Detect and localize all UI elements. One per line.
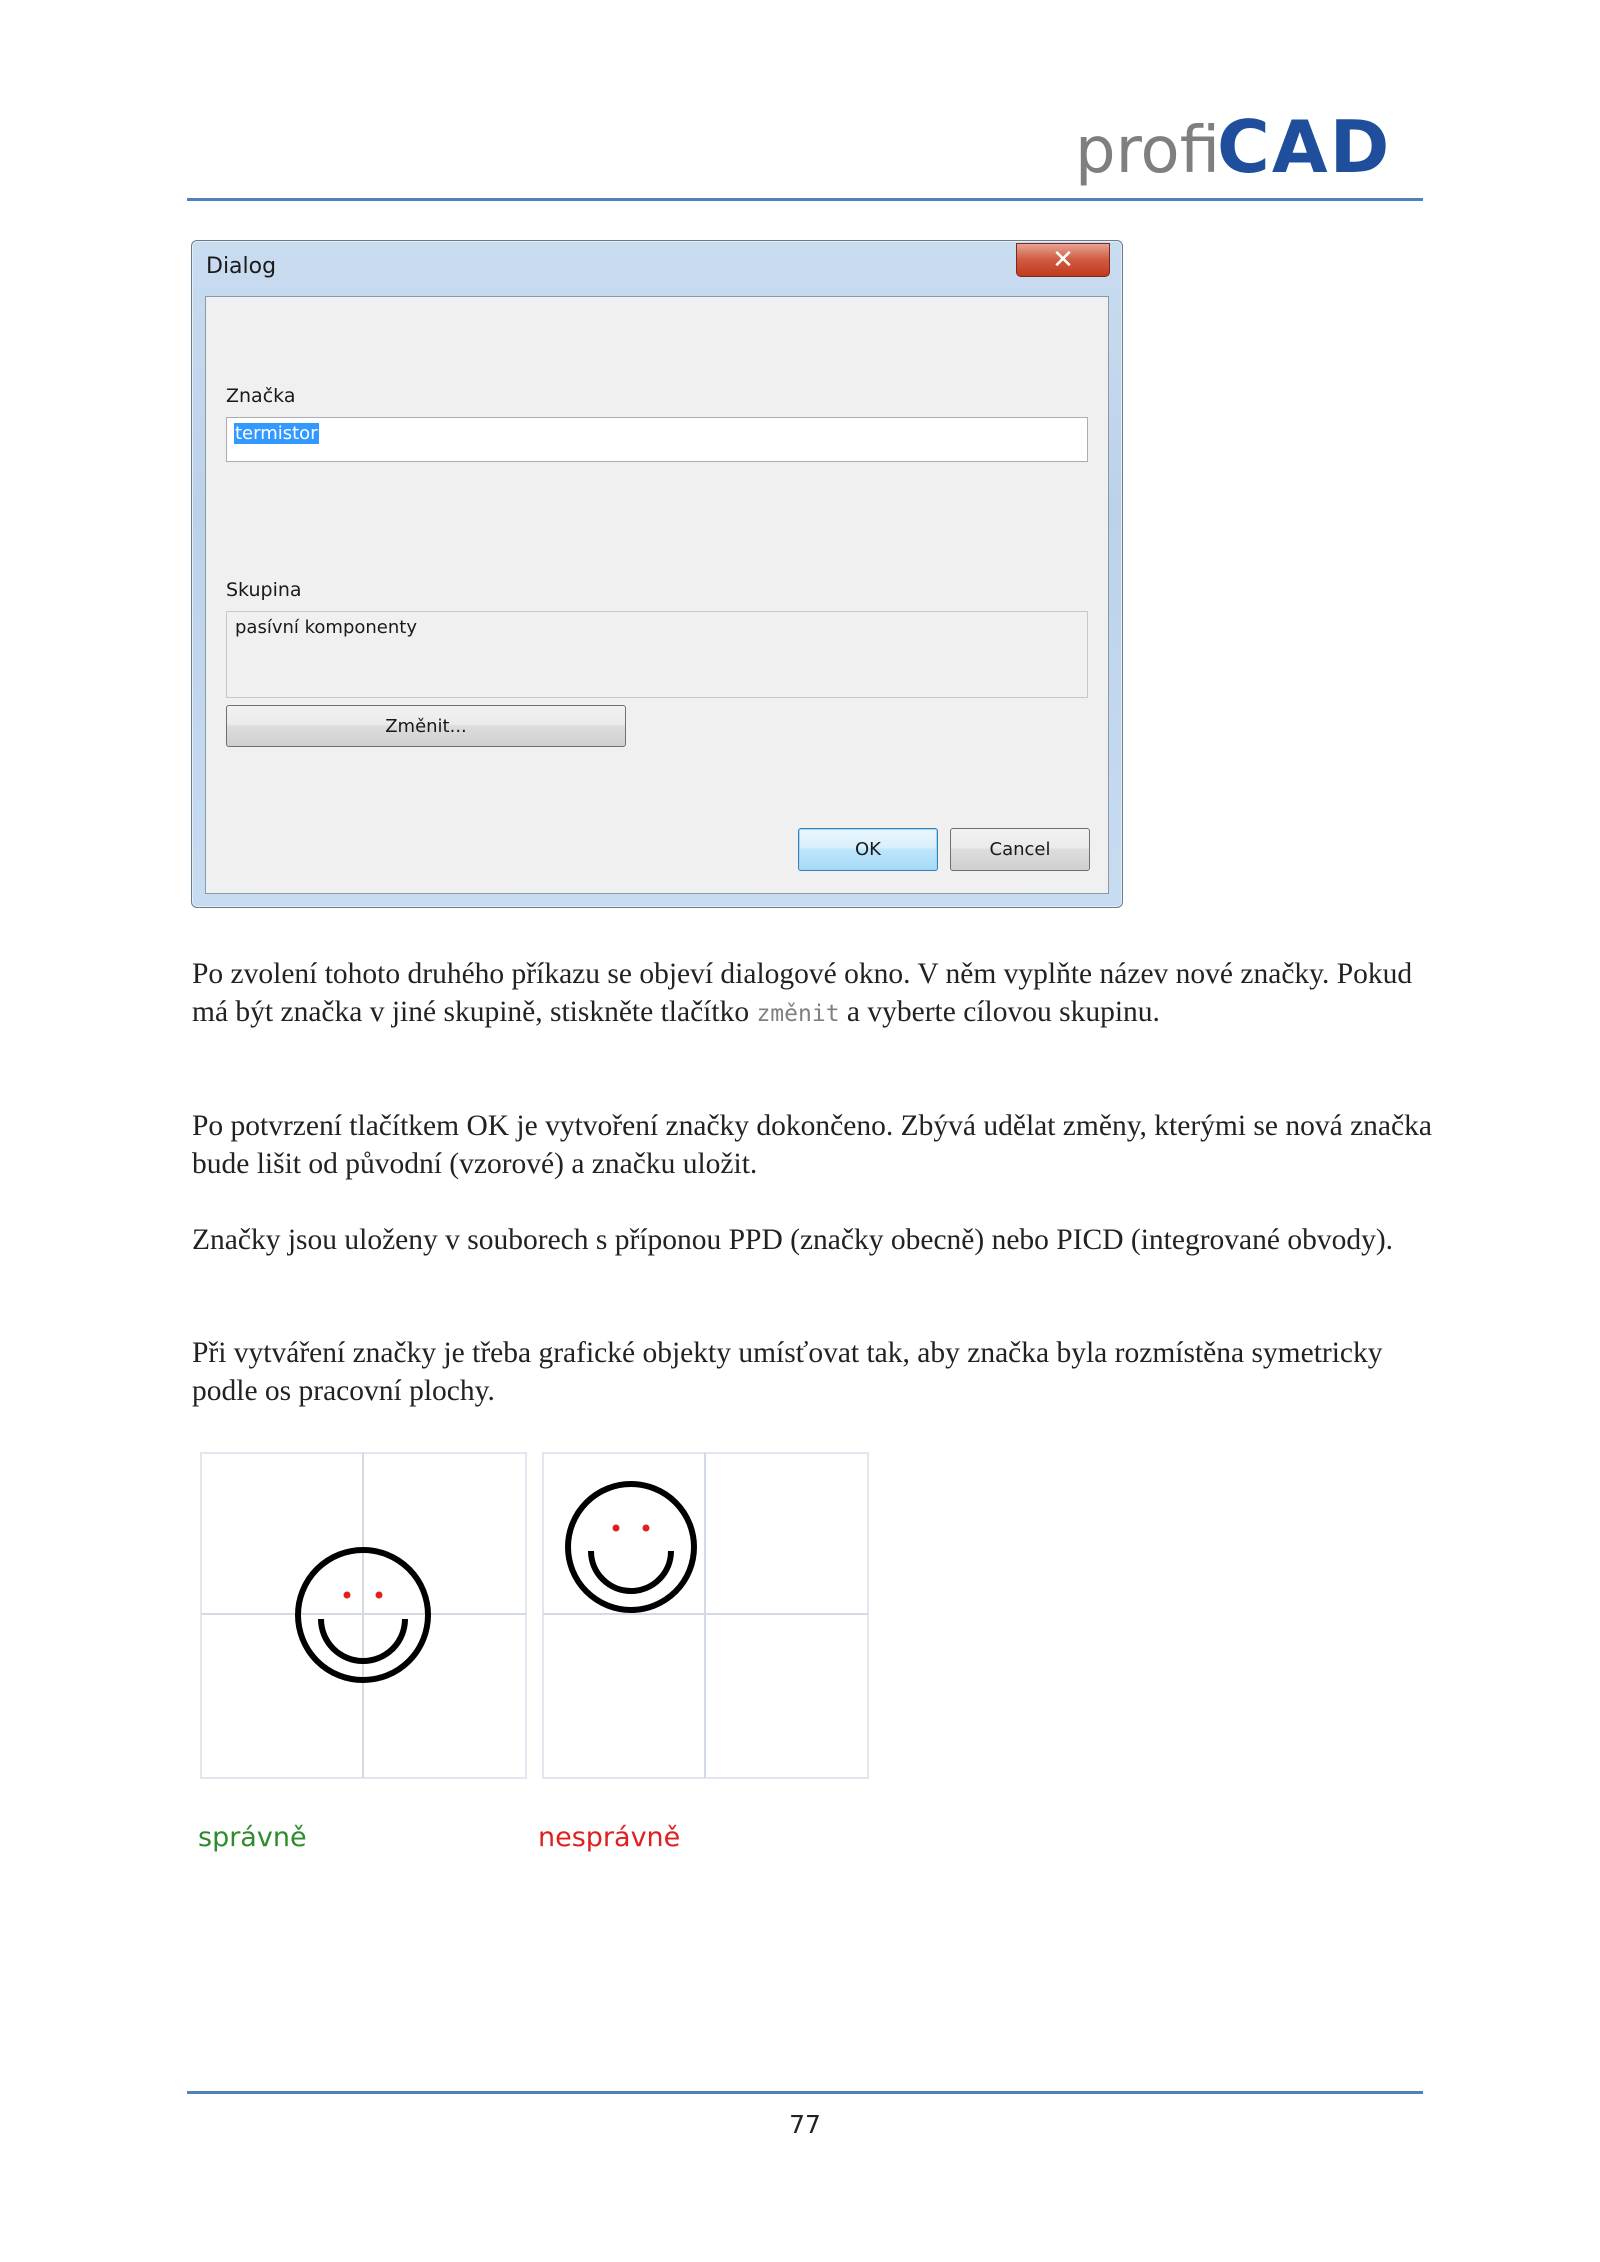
smiley-eye-left (613, 1525, 620, 1532)
skupina-label: Skupina (226, 579, 302, 601)
footer-rule (187, 2091, 1423, 2094)
paragraph-2: Po potvrzení tlačítkem OK je vytvoření značky dokončeno. Zbývá udělat změny, kterými se nová značka bude lišit od původní (vzorové) a značku uložit. (192, 1110, 1432, 1180)
znacka-input[interactable] (226, 417, 1088, 462)
dialog-title: Dialog (206, 254, 277, 279)
znacka-label: Značka (226, 385, 296, 407)
smiley-offset (537, 1447, 874, 1784)
smiley-eye-right (643, 1525, 650, 1532)
logo-text-cad: CAD (1217, 105, 1392, 189)
skupina-value: pasívní komponenty (235, 617, 417, 638)
znacka-input-value: termistor (235, 423, 318, 444)
figure-correct (195, 1447, 532, 1784)
paragraph-3: Značky jsou uloženy v souborech s příponou PPD (značky obecně) nebo PICD (integrované obvody). (192, 1224, 1394, 1256)
page-number: 77 (789, 2110, 821, 2139)
dialog-window (191, 240, 1123, 908)
smiley-eye-right (376, 1592, 383, 1599)
paragraph-1-text-a: Po zvolení tohoto druhého příkazu se objeví dialogové okno. V něm vyplňte název nové značky. Pokud má být značka v jiné skupině, stiskněte tlačítko (192, 958, 1413, 1028)
change-button[interactable]: Změnit... (226, 705, 626, 747)
proficad-logo-graphic (1075, 100, 1415, 195)
figure-incorrect (537, 1447, 874, 1784)
close-button[interactable] (1016, 243, 1110, 277)
header-rule (187, 198, 1423, 201)
smiley-mouth (591, 1551, 671, 1591)
logo-text-profi: profi (1075, 114, 1220, 188)
paragraph-1-text-b: a vyberte cílovou skupinu. (839, 996, 1160, 1028)
caption-incorrect: nesprávně (538, 1822, 681, 1853)
paragraph-4: Při vytváření značky je třeba grafické objekty umísťovat tak, aby značka byla rozmístěna symetricky podle os pracovní plochy. (192, 1337, 1383, 1407)
paragraph-1 (192, 955, 1432, 1033)
smiley-eye-left (344, 1592, 351, 1599)
ok-button[interactable]: OK (798, 828, 938, 871)
cancel-button[interactable]: Cancel (950, 828, 1090, 871)
proficad-logo (1075, 100, 1415, 195)
inline-code-zmenit: změnit (756, 1001, 840, 1027)
smiley-face-icon (568, 1484, 694, 1610)
caption-correct: správně (198, 1822, 307, 1853)
smiley-centered (195, 1447, 532, 1784)
skupina-field (226, 611, 1088, 698)
dialog-client-area (205, 296, 1109, 894)
close-icon: ✕ (1052, 245, 1074, 275)
